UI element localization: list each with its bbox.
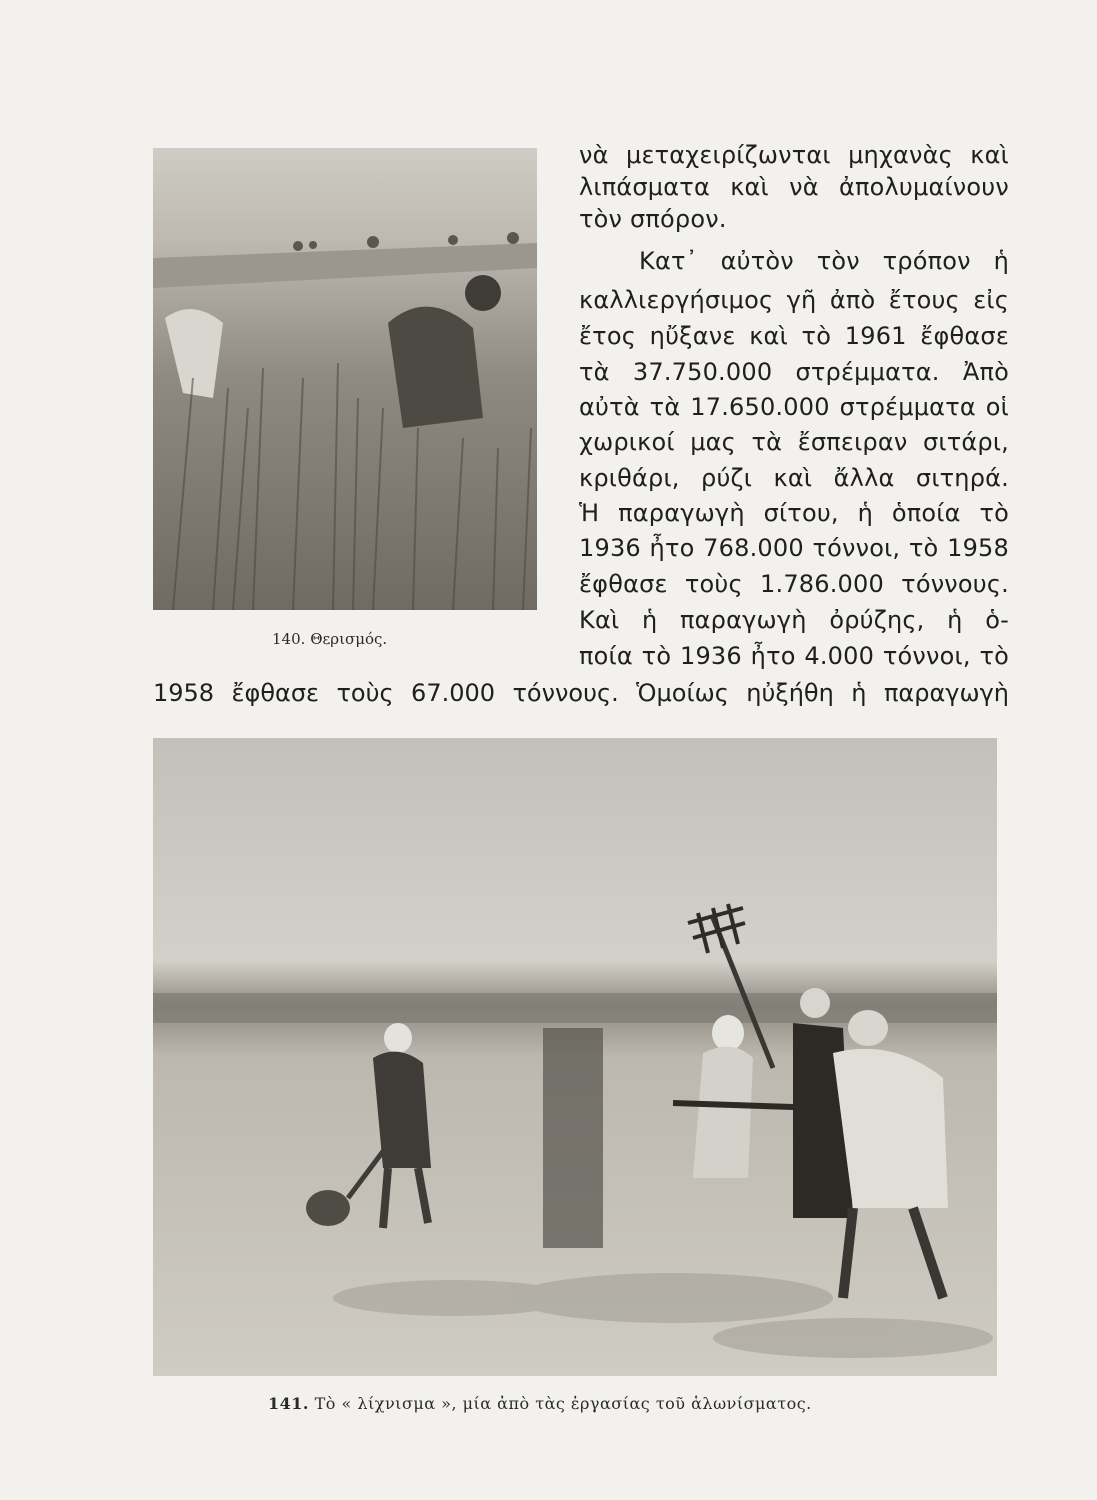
text-line: ἔφθασε τοὺς 1.786.000 τόννους.	[579, 570, 1009, 598]
figure-140-text: Θερισμός.	[310, 630, 388, 648]
winnowing-image	[153, 738, 997, 1376]
text-line: Κατ᾽ αὐτὸν τὸν τρόπον ἡ	[639, 247, 1009, 275]
figure-141-number: 141.	[268, 1394, 309, 1413]
photo-harvesting	[153, 148, 537, 610]
photo-winnowing	[153, 738, 997, 1376]
text-line: ποία τὸ 1936 ἦτο 4.000 τόννοι, τὸ	[579, 642, 1009, 670]
figure-140-number: 140.	[272, 630, 306, 648]
text-line: ἔτος ηὔξανε καὶ τὸ 1961 ἔφθασε	[579, 322, 1009, 350]
text-line: Ἡ παραγωγὴ σίτου, ἡ ὁποία τὸ	[579, 499, 1009, 527]
text-line: τὸν σπόρον.	[579, 205, 727, 233]
figure-141-text: Τὸ « λίχνισμα », μία ἀπὸ τὰς ἐργασίας τοῦ ἁλωνίσματος.	[314, 1394, 812, 1413]
text-line: τὰ 37.750.000 στρέμματα. Ἀπὸ	[579, 358, 1009, 386]
text-line: καλλιεργήσιμος γῆ ἀπὸ ἔτους εἰς	[579, 286, 1009, 314]
text-line: χωρικοί μας τὰ ἔσπειραν σιτάρι,	[579, 428, 1009, 456]
text-line: Καὶ ἡ παραγωγὴ ὀρύζης, ἡ ὁ-	[579, 606, 1009, 634]
figure-140-caption	[272, 630, 387, 648]
text-line: λιπάσματα καὶ νὰ ἀπολυμαίνουν	[579, 173, 1009, 201]
text-line: κριθάρι, ρύζι καὶ ἄλλα σιτηρά.	[579, 464, 1009, 492]
harvesting-image	[153, 148, 537, 610]
text-line: 1936 ἦτο 768.000 τόννοι, τὸ 1958	[579, 534, 1009, 562]
text-line-full: 1958 ἔφθασε τοὺς 67.000 τόννους. Ὁμοίως ηὐξήθη ἡ παραγωγὴ	[153, 679, 1009, 707]
text-line: νὰ μεταχειρίζωνται μηχανὰς καὶ	[579, 141, 1009, 169]
figure-141-caption	[268, 1394, 812, 1413]
text-line: αὐτὰ τὰ 17.650.000 στρέμματα οἱ	[579, 393, 1009, 421]
